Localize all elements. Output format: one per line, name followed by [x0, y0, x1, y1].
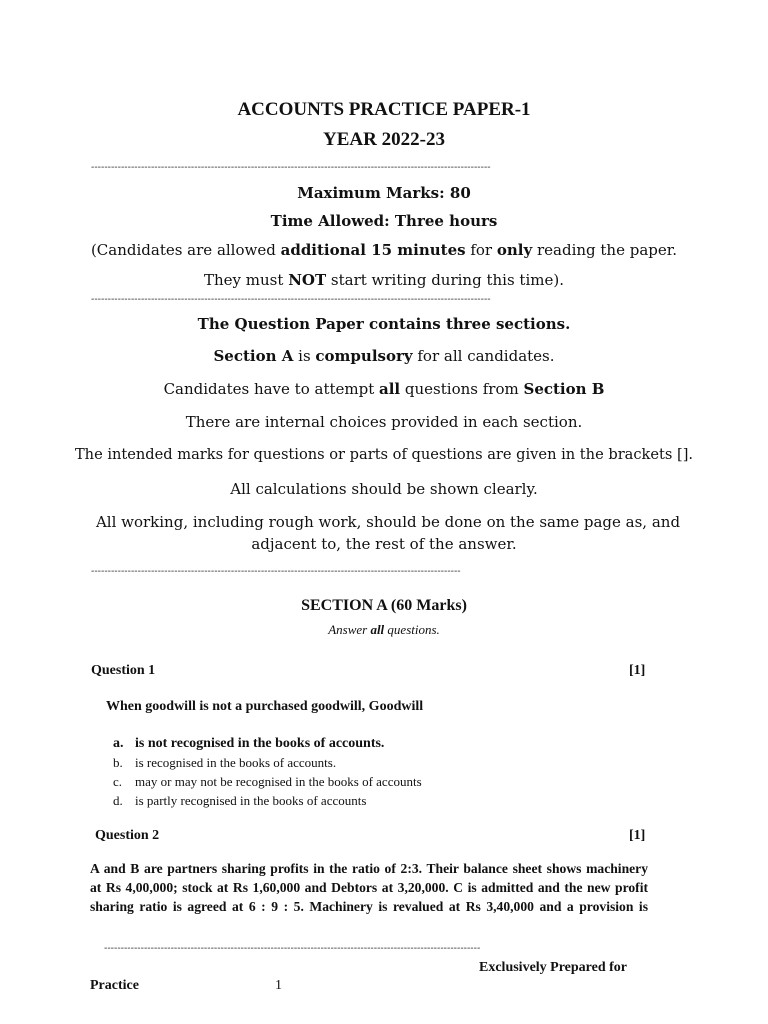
divider-middle: ------------------------------------------------------------------------------------------------------------------------: [91, 294, 491, 305]
option-d: d. is partly recognised in the books of accounts: [113, 793, 367, 808]
page-number: 1: [275, 978, 282, 993]
footer-divider: -----------------------------------------------------------------------------------------------------------------: [104, 943, 481, 954]
calculation-instruction: All calculations should be shown clearly.: [230, 480, 538, 498]
option-b: b. is recognised in the books of accounts.: [113, 755, 337, 770]
attempt-instruction: Candidates have to attempt all questions from Section B: [163, 380, 605, 398]
section-a-heading: SECTION A (60 Marks): [301, 597, 467, 614]
compulsory-instruction: Section A is compulsory for all candidates.: [213, 347, 555, 365]
paper-year: YEAR 2022-23: [323, 129, 445, 150]
divider-top: ------------------------------------------------------------------------------------------------------------------------: [91, 162, 491, 173]
working-instruction-line-2: adjacent to, the rest of the answer.: [251, 535, 517, 553]
maximum-marks: Maximum Marks: 80: [297, 184, 471, 202]
option-c: c. may or may not be recognised in the books of accounts: [113, 774, 422, 789]
question-1-options: [113, 734, 422, 810]
footer-prepared-for: Exclusively Prepared for: [479, 960, 628, 975]
question-2-marks: [1]: [629, 828, 646, 843]
choices-instruction: There are internal choices provided in each section.: [185, 413, 583, 431]
writing-restriction-note: They must NOT start writing during this time).: [204, 271, 564, 289]
working-instruction-line-1: All working, including rough work, should be done on the same page as, and: [95, 513, 681, 531]
section-a-note: Answer all questions.: [328, 622, 440, 637]
question-1-marks: [1]: [629, 663, 646, 678]
time-allowed: Time Allowed: Three hours: [270, 212, 498, 230]
question-1-label: Question 1: [91, 663, 156, 678]
sections-instruction: The Question Paper contains three sections.: [197, 315, 571, 333]
question-1-text: When goodwill is not a purchased goodwill, Goodwill: [106, 699, 424, 714]
paper-title: ACCOUNTS PRACTICE PAPER-1: [237, 99, 531, 120]
question-2-label: Question 2: [95, 828, 160, 843]
marks-instruction: The intended marks for questions or parts of questions are given in the brackets [].: [74, 446, 694, 463]
option-a: a. is not recognised in the books of accounts.: [113, 736, 385, 751]
footer-practice: Practice: [90, 978, 139, 993]
reading-time-note: (Candidates are allowed additional 15 minutes for only reading the paper.: [90, 241, 678, 259]
question-2-text: A and B are partners sharing profits in the ratio of 2:3. Their balance sheet shows machinery at Rs 4,00,000; stock at Rs 1,60,000 and Debtors at 3,20,000. C is admitted and the new profit sharing ratio is agreed at 6 : 9 : 5. Machinery is revalued at Rs 3,40,000 and a provision is: [90, 861, 648, 914]
divider-lower: ---------------------------------------------------------------------------------------------------------------: [91, 566, 461, 577]
